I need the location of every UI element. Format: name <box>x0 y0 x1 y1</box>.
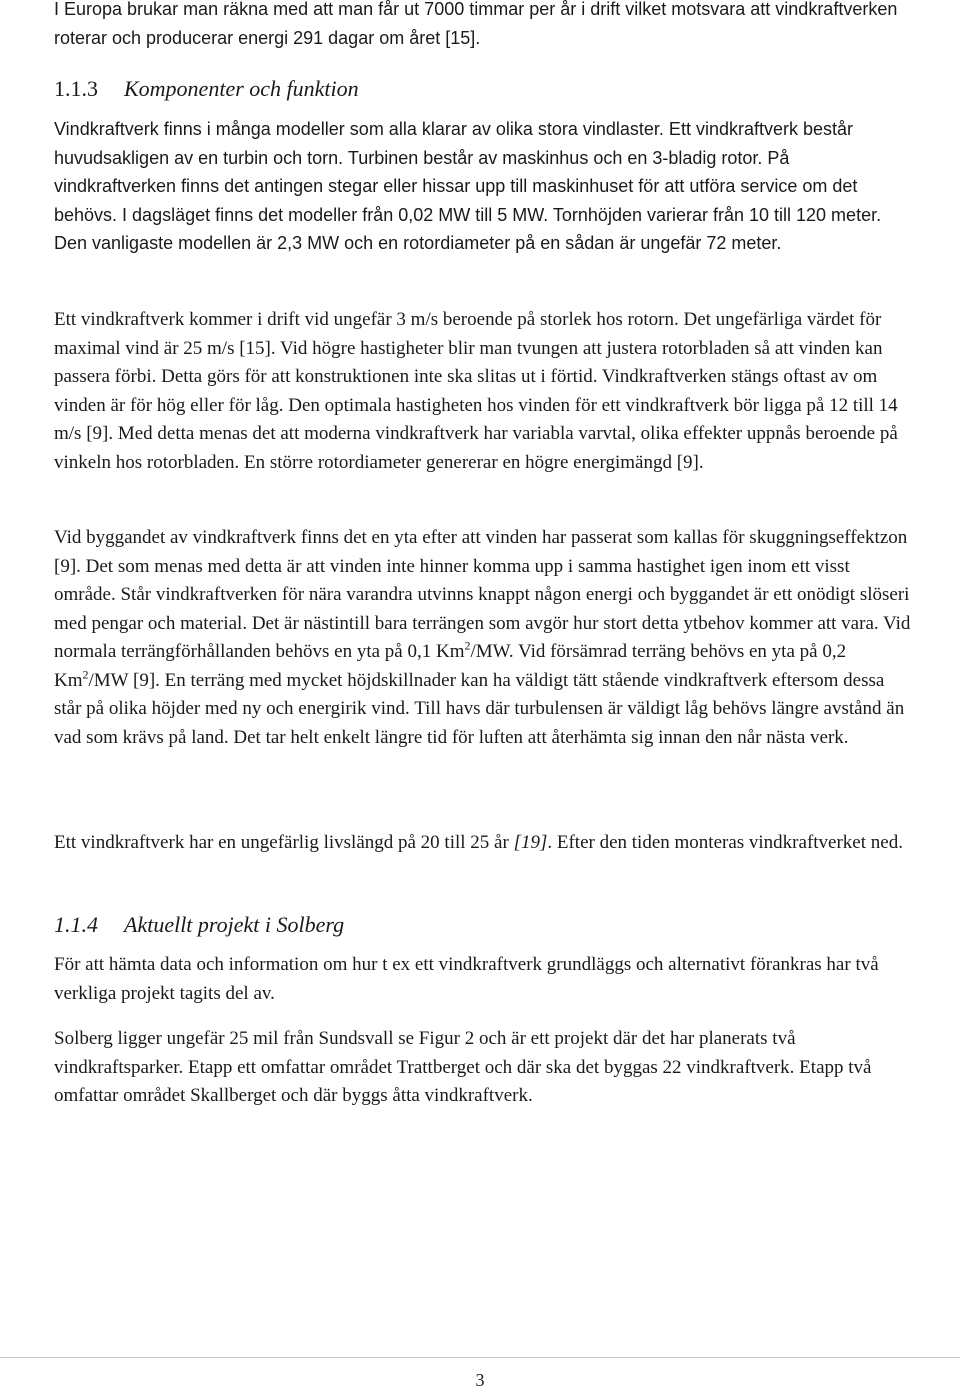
paragraph-text: /MW. Vid försämrad terräng behövs en yta på 0,2 Km <box>54 641 847 691</box>
section-title: Komponenter och funktion <box>124 76 359 101</box>
section-heading-solberg <box>54 910 344 940</box>
section-title: Aktuellt projekt i Solberg <box>124 912 345 937</box>
paragraph-text: . Efter den tiden monteras vindkraftverket ned. <box>547 832 903 853</box>
section-number: 1.1.4 <box>54 912 98 937</box>
section-heading-komponenter <box>54 74 359 104</box>
paragraph-text: Ett vindkraftverk har en ungefärlig livslängd på 20 till 25 år <box>54 832 514 853</box>
page-number: 3 <box>475 1370 485 1390</box>
superscript: 2 <box>82 667 89 682</box>
paragraph-components-overview: Vindkraftverk finns i många modeller som alla klarar av olika stora vindlaster. Ett vindkraftverk består huvudsakligen av en turbin och torn. Turbinen består av maskinhus och en 3-bladig rotor. På vindkraftverken finns det antingen stegar eller hissar upp till maskinhuset för att utföra service om det behövs. I dagsläget finns det modeller från 0,02 MW till 5 MW. Tornhöjden varierar från 10 till 120 meter. Den vanligaste modellen är 2,3 MW och en rotordiameter på en sådan är ungefär 72 meter. <box>54 119 882 253</box>
footer-divider <box>0 1357 960 1358</box>
paragraph-lifespan <box>54 829 914 858</box>
superscript: 2 <box>464 638 471 653</box>
paragraph-shadow-zone <box>54 524 914 752</box>
intro-paragraph: I Europa brukar man räkna med att man får ut 7000 timmar per år i drift vilket motsvara att vindkraftverken roterar och producerar energi 291 dagar om året [15]. <box>54 0 898 48</box>
paragraph-text: Vid byggandet av vindkraftverk finns det en yta efter att vinden har passerat som kallas för skuggningseffektzon [9]. Det som menas med detta är att vinden inte hinner komma upp i samma hastighet igen inom ett visst område. Står vindkraftverken för nära varandra utvinns knappt någon energi och byggandet är ett onödigt slöseri med pengar och material. Det är nästintill bara terrängen som avgör hur stort detta ytbehov kommer att vara. Vid normala terrängförhållanden behövs en yta på 0,1 Km <box>54 527 911 662</box>
paragraph-solberg-description: Solberg ligger ungefär 25 mil från Sundsvall se Figur 2 och är ett projekt där det har planerats två vindkraftsparker. Etapp ett omfattar området Trattberget och där ska det byggas 22 vindkraftverk. Etapp två omfattar området Skallberget och där byggs åtta vindkraftverk. <box>54 1028 872 1106</box>
paragraph-wind-speeds: Ett vindkraftverk kommer i drift vid ungefär 3 m/s beroende på storlek hos rotorn. Det ungefärliga värdet för maximal vind är 25 m/s [15]. Vid högre hastigheter blir man tvungen att justera rotorbladen så att vinden kan passera förbi. Detta görs för att konstruktionen inte ska slitas ut i förtid. Vindkraftverken stängs oftast av om vinden är för hög eller för låg. Den optimala hastigheten hos vinden för ett vindkraftverk bör ligga på 12 till 14 m/s [9]. Med detta menas det att moderna vindkraftverk har variabla varvtal, olika effekter uppnås beroende på vinkeln hos rotorbladen. En större rotordiameter genererar en högre energimängd [9]. <box>54 309 898 473</box>
paragraph-text: /MW [9]. En terräng med mycket höjdskillnader kan ha väldigt tätt stående vindkraftverk eftersom dessa står på olika höjder med ny och energirik vind. Till havs där turbulensen är väldigt låg behövs längre avstånd än vad som krävs på land. Det tar helt enkelt längre tid för luften att återhämta sig innan den når nästa verk. <box>54 669 905 748</box>
citation-reference: [19] <box>513 832 548 853</box>
section-number: 1.1.3 <box>54 76 98 101</box>
paragraph-project-intro: För att hämta data och information om hur t ex ett vindkraftverk grundläggs och alternativt förankras har två verkliga projekt tagits del av. <box>54 954 879 1004</box>
